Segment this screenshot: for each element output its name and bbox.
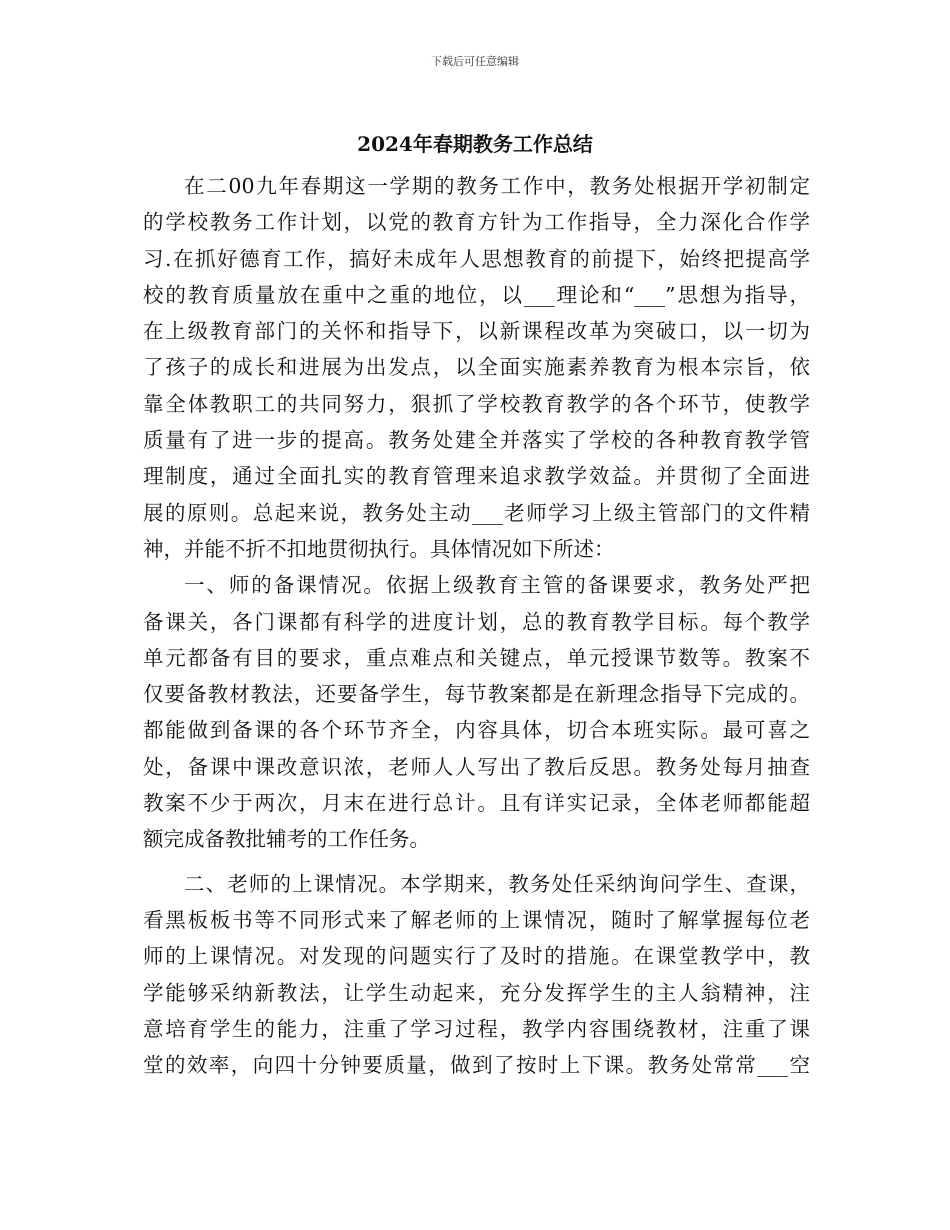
paragraph-line: 理制度，通过全面扎实的教育管理来追求教学效益。并贯彻了全面进 <box>143 464 810 489</box>
paragraph-1 <box>143 168 810 567</box>
paragraph-line: 校的教育质量放在重中之重的地位，以___理论和“___”思想为指导， <box>143 282 810 307</box>
paragraph-line: 展的原则。总起来说，教务处主动___老师学习上级主管部门的文件精 <box>143 500 810 525</box>
paragraph-line: 教案不少于两次，月末在进行总计。且有详实记录，全体老师都能超 <box>143 791 810 816</box>
paragraph-line: 备课关，各门课都有科学的进度计划，总的教育教学目标。每个教学 <box>143 609 810 634</box>
paragraph-line: 学能够采纳新教法，让学生动起来，充分发挥学生的主人翁精神，注 <box>143 980 810 1005</box>
paragraph-line: 额完成备教批辅考的工作任务。 <box>143 827 430 852</box>
paragraph-line: 二、老师的上课情况。本学期来，教务处任采纳询问学生、查课， <box>184 871 810 896</box>
paragraph-line: 在二00九年春期这一学期的教务工作中，教务处根据开学初制定 <box>184 174 810 198</box>
paragraph-line: 了孩子的成长和进展为出发点，以全面实施素养教育为根本宗旨，依 <box>143 355 810 380</box>
paragraph-line: 质量有了进一步的提高。教务处建全并落实了学校的各种教育教学管 <box>143 428 810 453</box>
paragraph-3 <box>143 866 810 1084</box>
paragraph-line: 的学校教务工作计划，以党的教育方针为工作指导，全力深化合作学 <box>143 210 810 235</box>
paragraph-2 <box>143 567 810 857</box>
paragraph-spacer <box>143 858 810 866</box>
paragraph-line: 处，备课中课改意识浓，老师人人写出了教后反思。教务处每月抽查 <box>143 754 810 779</box>
document-body <box>143 168 810 1083</box>
paragraph-line: 靠全体教职工的共同努力，狠抓了学校教育教学的各个环节，使教学 <box>143 391 810 416</box>
paragraph-line: 仅要备教材教法，还要备学生，每节教案都是在新理念指导下完成的。 <box>143 682 810 707</box>
paragraph-line: 看黑板板书等不同形式来了解老师的上课情况，随时了解掌握每位老 <box>143 907 810 932</box>
paragraph-line: 习.在抓好德育工作，搞好未成年人思想教育的前提下，始终把提高学 <box>143 246 810 271</box>
paragraph-line: 都能做到备课的各个环节齐全，内容具体，切合本班实际。最可喜之 <box>143 718 810 743</box>
paragraph-line: 堂的效率，向四十分钟要质量，做到了按时上下课。教务处常常___空 <box>143 1053 810 1078</box>
paragraph-line: 师的上课情况。对发现的问题实行了及时的措施。在课堂教学中，教 <box>143 944 810 969</box>
document-title: 2024年春期教务工作总结 <box>357 132 593 156</box>
paragraph-line: 意培育学生的能力，注重了学习过程，教学内容围绕教材，注重了课 <box>143 1016 810 1041</box>
paragraph-line: 单元都备有目的要求，重点难点和关键点，单元授课节数等。教案不 <box>143 645 810 670</box>
paragraph-line: 神，并能不折不扣地贯彻执行。具体情况如下所述： <box>143 536 615 561</box>
page-header-note: 下载后可任意编辑 <box>431 55 519 68</box>
paragraph-line: 一、师的备课情况。依据上级教育主管的备课要求，教务处严把 <box>184 573 810 598</box>
paragraph-line: 在上级教育部门的关怀和指导下，以新课程改革为突破口，以一切为 <box>143 319 810 344</box>
